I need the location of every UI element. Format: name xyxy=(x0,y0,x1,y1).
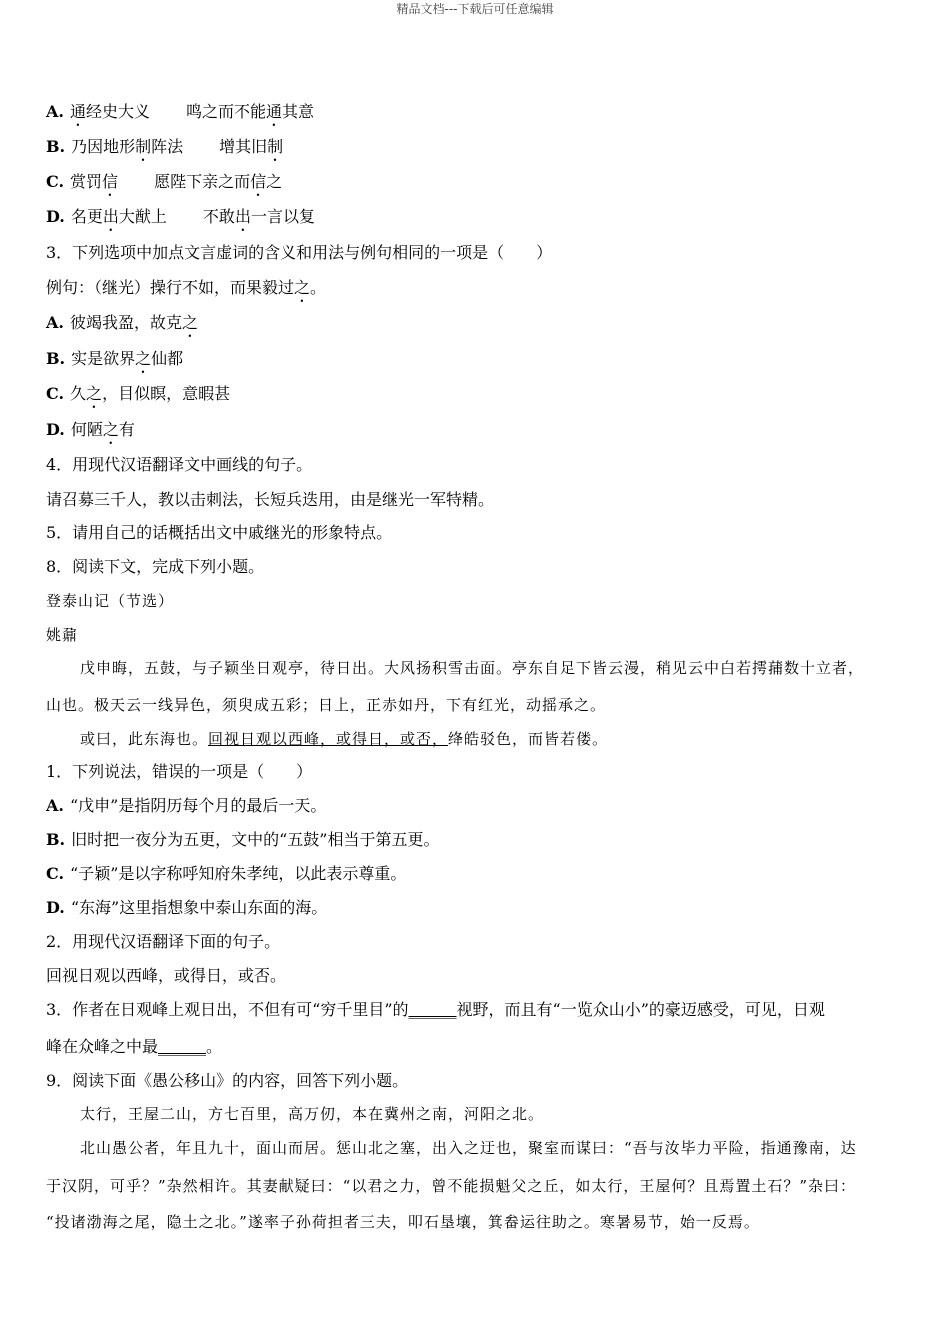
emphasis-char: 制 xyxy=(267,137,284,156)
q2-option-d: D. 名更出大猷上 不敢出一言以复 xyxy=(46,207,315,226)
q2-option-c: C. 赏罚信 愿陛下亲之而信之 xyxy=(46,172,283,191)
passage-p1-line1: 戊申晦，五鼓，与子颖坐日观亭，待日出。大风扬积雪击面。亭东自足下皆云漫，稍见云中白若摴蒱数十立者， xyxy=(80,659,865,677)
emphasis-char: 通 xyxy=(69,102,86,121)
q8-sub1-option-a: A. “戊申”是指阴历每个月的最后一天。 xyxy=(46,796,327,815)
q4-sentence: 请召募三千人，教以击刺法，长短兵迭用，由是继光一军特精。 xyxy=(46,490,495,509)
fill-blank: ______ xyxy=(158,1037,207,1056)
q8-title: 8．阅读下文，完成下列小题。 xyxy=(46,557,265,576)
emphasis-char: 信 xyxy=(102,172,119,191)
q3-option-c: C. 久之，目似瞑，意暇甚 xyxy=(46,384,231,403)
page-header: 精品文档---下载后可任意编辑 xyxy=(396,2,554,16)
q2-option-a: A. 通经史大义 鸣之而不能通其意 xyxy=(46,102,315,121)
passage-p1-line2: 山也。极天云一线异色，须臾成五彩；日上，正赤如丹，下有红光，动摇承之。 xyxy=(46,696,607,714)
q5-title: 5．请用自己的话概括出文中戚继光的形象特点。 xyxy=(46,523,393,542)
emphasis-char: 信 xyxy=(250,172,267,191)
emphasis-char: 之 xyxy=(135,349,152,368)
q3-option-a: A. 彼竭我盈，故克之 xyxy=(46,313,199,332)
emphasis-char: 出 xyxy=(234,207,251,226)
emphasis-char: 出 xyxy=(102,207,119,226)
emphasis-char: 通 xyxy=(266,102,283,121)
q9-passage-p2-line3: “投诸渤海之尾，隐土之北。”遂率子孙荷担者三夫，叩石垦壤，箕畚运往助之。寒暑易节，始一反焉。 xyxy=(46,1213,760,1231)
q9-passage-p2-line2: 于汉阴，可乎？”杂然相许。其妻献疑曰：“以君之力，曾不能损魁父之丘，如太行，王屋何？且焉置土石？”杂曰： xyxy=(46,1177,857,1195)
q8-sub2-title: 2．用现代汉语翻译下面的句子。 xyxy=(46,932,281,951)
emphasis-char: 之 xyxy=(182,313,199,332)
q3-option-b: B. 实是欲界之仙都 xyxy=(46,349,184,368)
q9-passage-p1: 太行，王屋二山，方七百里，高万仞，本在冀州之南，河阳之北。 xyxy=(80,1105,545,1123)
q8-sub2-sentence: 回视日观以西峰，或得日，或否。 xyxy=(46,966,287,985)
passage-p2: 或曰，此东海也。回视日观以西峰，或得日，或否，绛皓驳色，而皆若偻。 xyxy=(80,730,609,748)
fill-blank: ______ xyxy=(408,1000,457,1019)
q4-title: 4．用现代汉语翻译文中画线的句子。 xyxy=(46,455,313,474)
q3-title: 3．下列选项中加点文言虚词的含义和用法与例句相同的一项是（ ） xyxy=(46,243,553,262)
q8-sub3-line1: 3．作者在日观峰上观日出，不但有可“穷千里目”的______视野，而且有“一览众山小”的豪迈感受，可见，日观 xyxy=(46,1000,825,1019)
q9-title: 9．阅读下面《愚公移山》的内容，回答下列小题。 xyxy=(46,1071,409,1090)
q8-sub3-line2: 峰在众峰之中最______。 xyxy=(46,1037,223,1056)
emphasis-char: 之 xyxy=(294,278,311,297)
emphasis-char: 之 xyxy=(86,384,103,403)
q2-option-b: B. 乃因地形制阵法 增其旧制 xyxy=(46,137,284,156)
emphasis-char: 制 xyxy=(135,137,152,156)
q8-sub1-option-c: C. “子颖”是以字称呼知府朱孝纯，以此表示尊重。 xyxy=(46,864,407,883)
q3-example: 例句：（继光）操行不如，而果毅过之。 xyxy=(46,278,327,297)
passage-author: 姚鼐 xyxy=(46,626,79,644)
q8-sub1-option-d: D. “东海”这里指想象中泰山东面的海。 xyxy=(46,898,328,917)
emphasis-char: 之 xyxy=(102,420,119,439)
underlined-sentence: 回视日观以西峰，或得日，或否， xyxy=(208,730,449,748)
q3-option-d: D. 何陋之有 xyxy=(46,420,135,439)
q8-sub1-option-b: B. 旧时把一夜分为五更，文中的“五鼓”相当于第五更。 xyxy=(46,830,440,849)
q8-sub1-title: 1．下列说法，错误的一项是（ ） xyxy=(46,762,313,781)
passage-title: 登泰山记（节选） xyxy=(46,592,175,610)
q9-passage-p2-line1: 北山愚公者，年且九十，面山而居。惩山北之塞，出入之迂也，聚室而谋曰：“吾与汝毕力平险，指通豫南，达 xyxy=(80,1139,857,1157)
